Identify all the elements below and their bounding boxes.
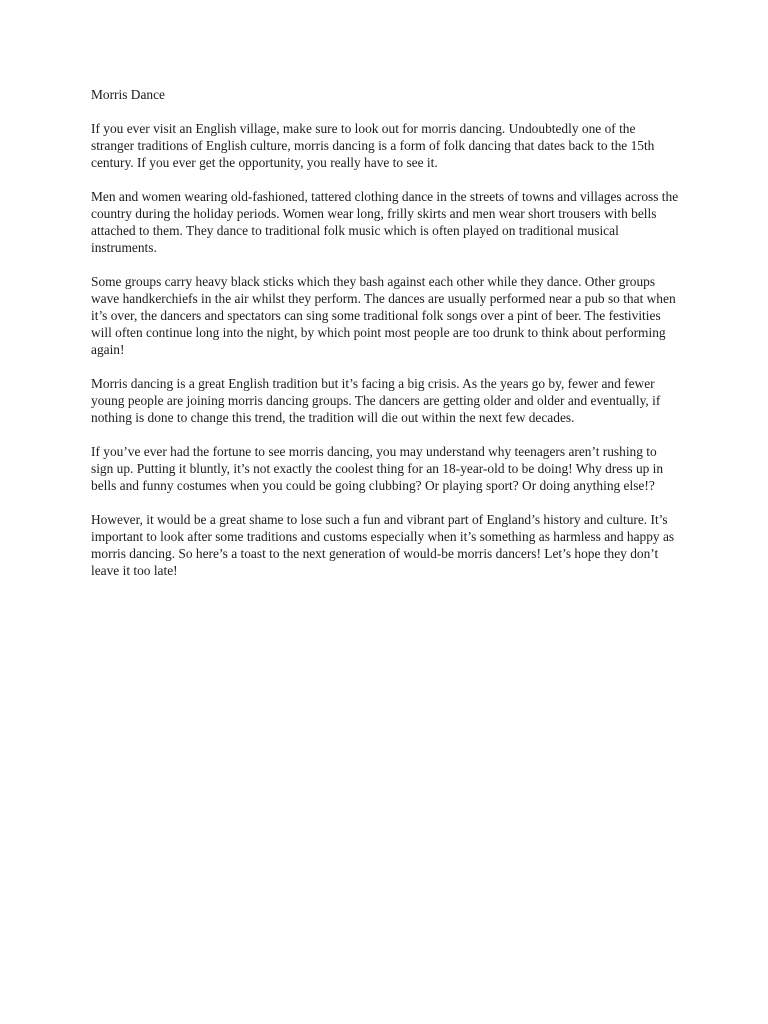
paragraph-4: Morris dancing is a great English tradition but it’s facing a big crisis. As the years go by, fewer and fewer young people are joining morris dancing groups. The dancers are getting older and older and eventually, if nothing is done to change this trend, the tradition will die out within the next few decades. (91, 376, 661, 425)
paragraph-2: Men and women wearing old-fashioned, tattered clothing dance in the streets of towns and villages across the country during the holiday periods. Women wear long, frilly skirts and men wear short trousers with bells attached to them. They dance to traditional folk music which is often played on traditional musical instruments. (91, 189, 679, 255)
paragraph-5: If you’ve ever had the fortune to see morris dancing, you may understand why teenagers aren’t rushing to sign up. Putting it bluntly, it’s not exactly the coolest thing for an 18-year-old to be doing! Why dress up in bells and funny costumes when you could be going clubbing? Or playing sport? Or doing anything else!? (91, 444, 664, 493)
paragraph-6: However, it would be a great shame to lose such a fun and vibrant part of England’s history and culture. It’s important to look after some traditions and customs especially when it’s something as harmless and happy as morris dancing. So here’s a toast to the next generation of would-be morris dancers! Let’s hope they don’t leave it too late! (91, 512, 675, 578)
paragraph-1: If you ever visit an English village, make sure to look out for morris dancing. Undoubtedly one of the stranger traditions of English culture, morris dancing is a form of folk dancing that dates back to the 15th century. If you ever get the opportunity, you really have to see it. (91, 121, 655, 170)
document-title: Morris Dance (91, 87, 165, 102)
paragraph-3: Some groups carry heavy black sticks which they bash against each other while they dance. Other groups wave handkerchiefs in the air whilst they perform. The dances are usually performed near a pub so that when it’s over, the dancers and spectators can sing some traditional folk songs over a pint of beer. The festivities will often continue long into the night, by which point most people are too drunk to think about performing again! (91, 274, 676, 357)
document-page (91, 86, 681, 596)
